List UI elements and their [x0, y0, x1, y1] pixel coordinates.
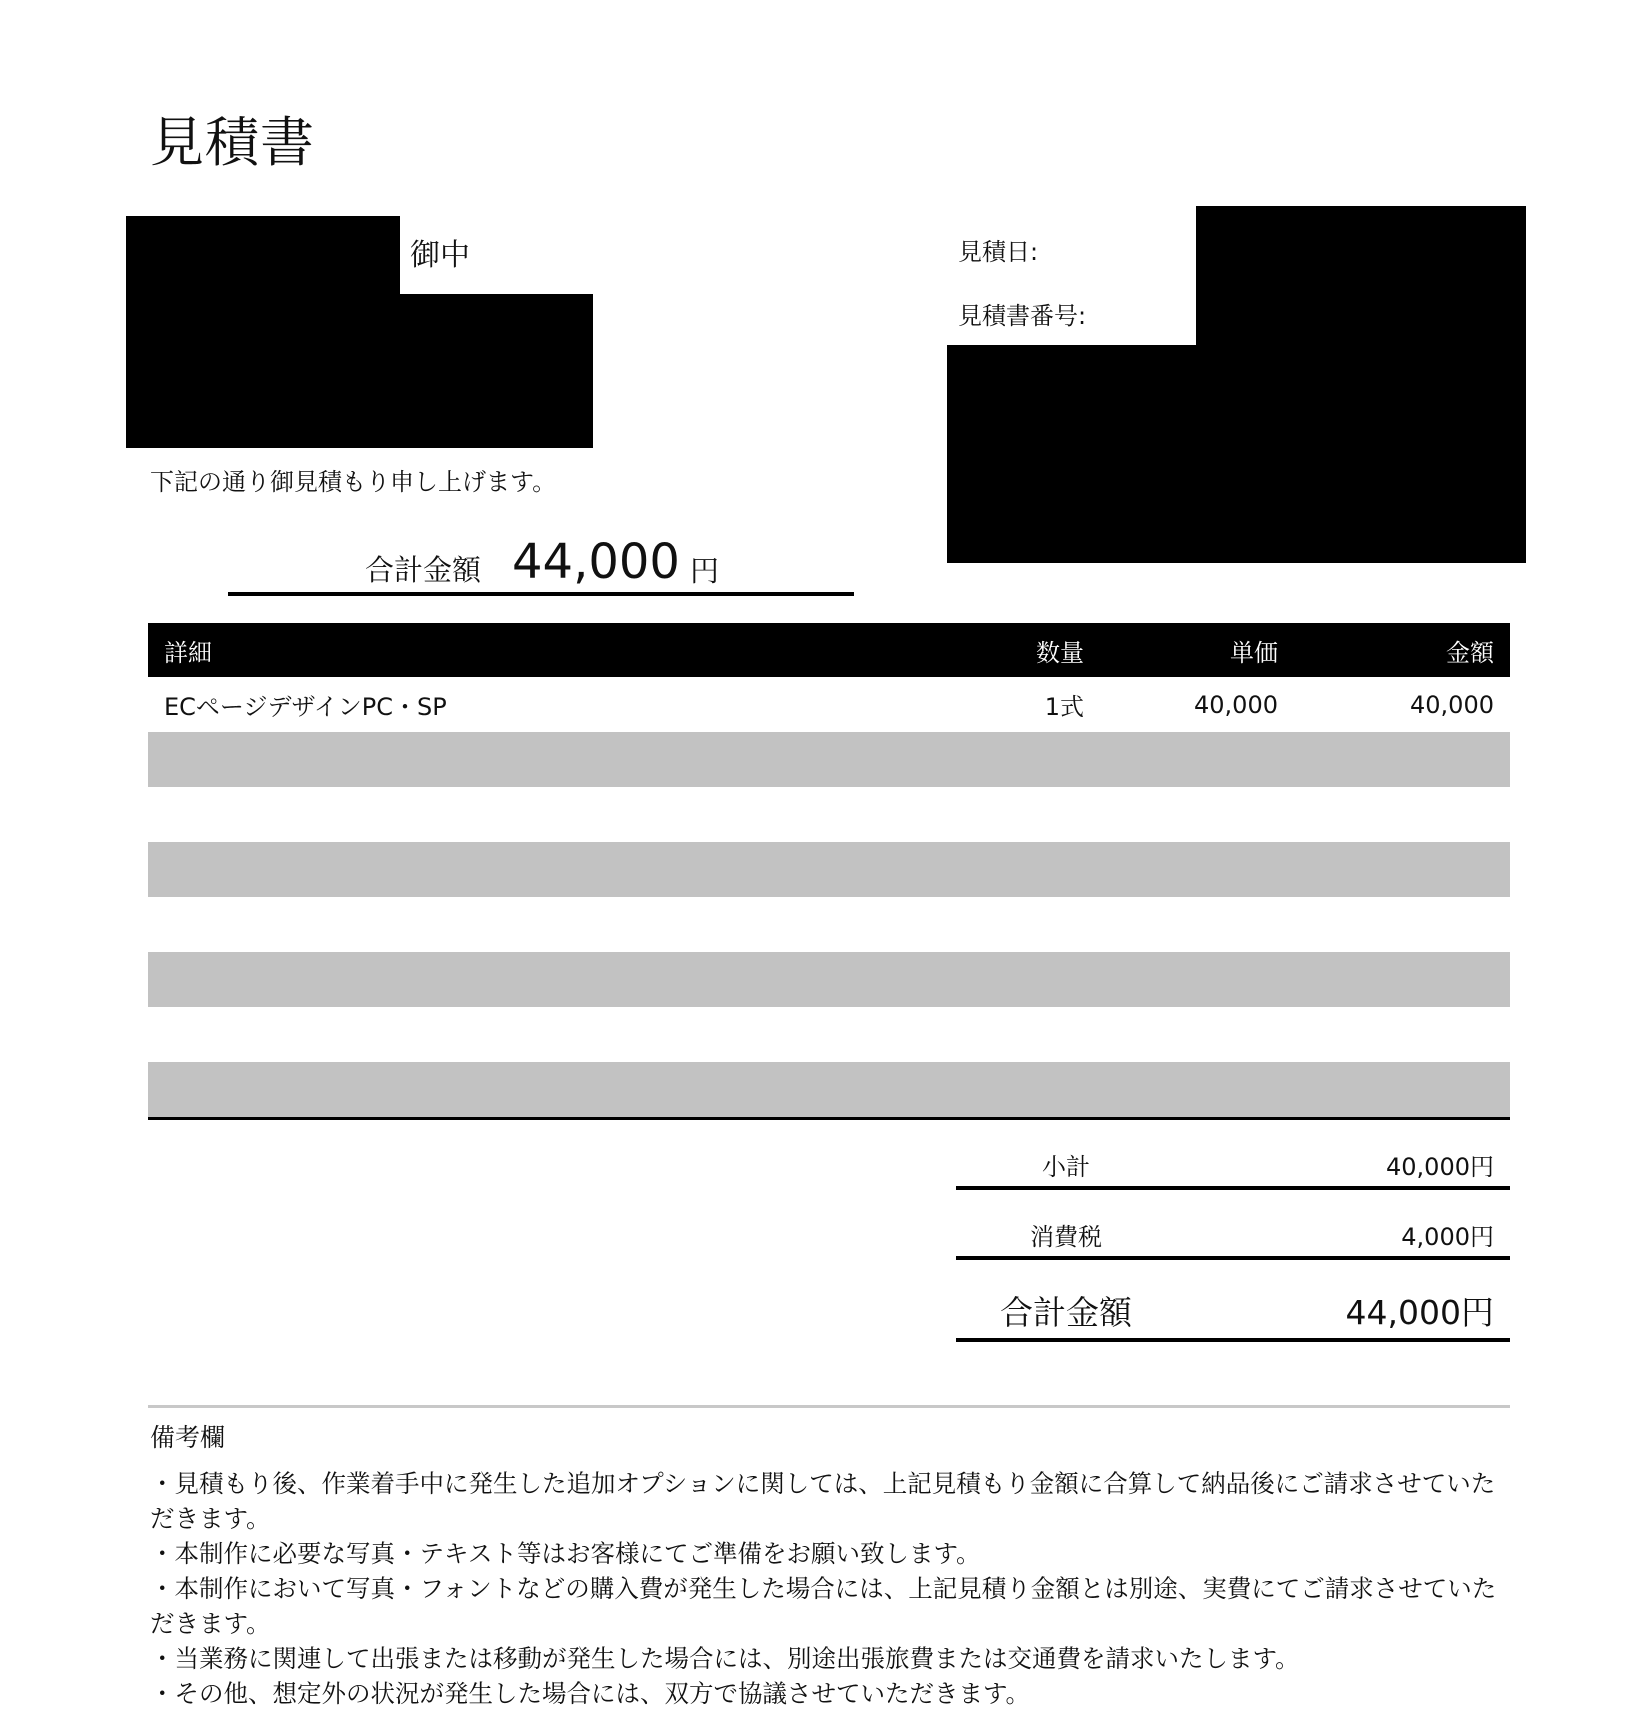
note-item: ・本制作において写真・フォントなどの購入費が発生した場合には、上記見積り金額とは別途、実費にてご請求させていただきます。 [150, 1574, 1497, 1638]
redacted-issuer-info [947, 345, 1526, 563]
table-row [148, 1007, 1510, 1062]
tax-row [956, 1213, 1510, 1255]
table-row [148, 897, 1510, 952]
grand-total-rule [956, 1338, 1510, 1342]
header-unit-price: 単価 [1230, 638, 1278, 667]
intro-text: 下記の通り御見積もり申し上げます。 [150, 468, 557, 496]
header-detail: 詳細 [164, 638, 212, 667]
subtotal-value: 40,000円 [1386, 1152, 1494, 1181]
total-banner-value: 44,000 [512, 534, 680, 590]
redacted-estimate-values [1196, 206, 1526, 348]
table-row [148, 842, 1510, 897]
cell-amount: 40,000 [1410, 690, 1494, 719]
total-banner-label: 合計金額 [365, 553, 482, 587]
notes-list [150, 1466, 1510, 1711]
table-row [148, 732, 1510, 787]
total-banner-underline [228, 592, 854, 596]
header-quantity: 数量 [1036, 638, 1084, 667]
subtotal-rule [956, 1186, 1510, 1190]
notes-title: 備考欄 [150, 1423, 226, 1452]
table-row [148, 677, 1510, 732]
grand-total-row [956, 1285, 1510, 1335]
items-table [148, 623, 1510, 1120]
note-item: ・本制作に必要な写真・テキスト等はお客様にてご準備をお願い致します。 [150, 1539, 981, 1568]
recipient-honorific: 御中 [410, 238, 470, 273]
tax-value: 4,000円 [1401, 1222, 1494, 1251]
note-item: ・当業務に関連して出張または移動が発生した場合には、別途出張旅費または交通費を請求いたします。 [150, 1644, 1300, 1673]
estimate-number-label: 見積書番号: [958, 302, 1087, 330]
table-row [148, 952, 1510, 1007]
subtotal-row [956, 1143, 1510, 1185]
cell-detail: ECページデザインPC・SP [164, 693, 447, 721]
table-row [148, 787, 1510, 842]
header-amount: 金額 [1446, 638, 1494, 667]
document-title: 見積書 [150, 111, 315, 174]
tax-rule [956, 1256, 1510, 1260]
subtotal-label: 小計 [1042, 1152, 1090, 1181]
items-table-bottom-rule [148, 1117, 1510, 1120]
items-table-header [148, 623, 1510, 677]
estimate-date-label: 見積日: [958, 238, 1039, 266]
tax-label: 消費税 [1030, 1222, 1102, 1251]
redacted-recipient-name [126, 216, 400, 448]
grand-total-value: 44,000円 [1345, 1292, 1494, 1332]
notes-divider [148, 1405, 1510, 1408]
cell-quantity: 1式 [1044, 693, 1084, 721]
table-row [148, 1062, 1510, 1117]
total-banner-unit: 円 [690, 554, 720, 588]
note-item: ・その他、想定外の状況が発生した場合には、双方で協議させていただきます。 [150, 1679, 1031, 1708]
redacted-recipient-address [398, 294, 593, 448]
cell-unit-price: 40,000 [1194, 690, 1278, 719]
grand-total-label: 合計金額 [1000, 1292, 1132, 1332]
note-item: ・見積もり後、作業着手中に発生した追加オプションに関しては、上記見積もり金額に合算して納品後にご請求させていただきます。 [150, 1469, 1496, 1533]
